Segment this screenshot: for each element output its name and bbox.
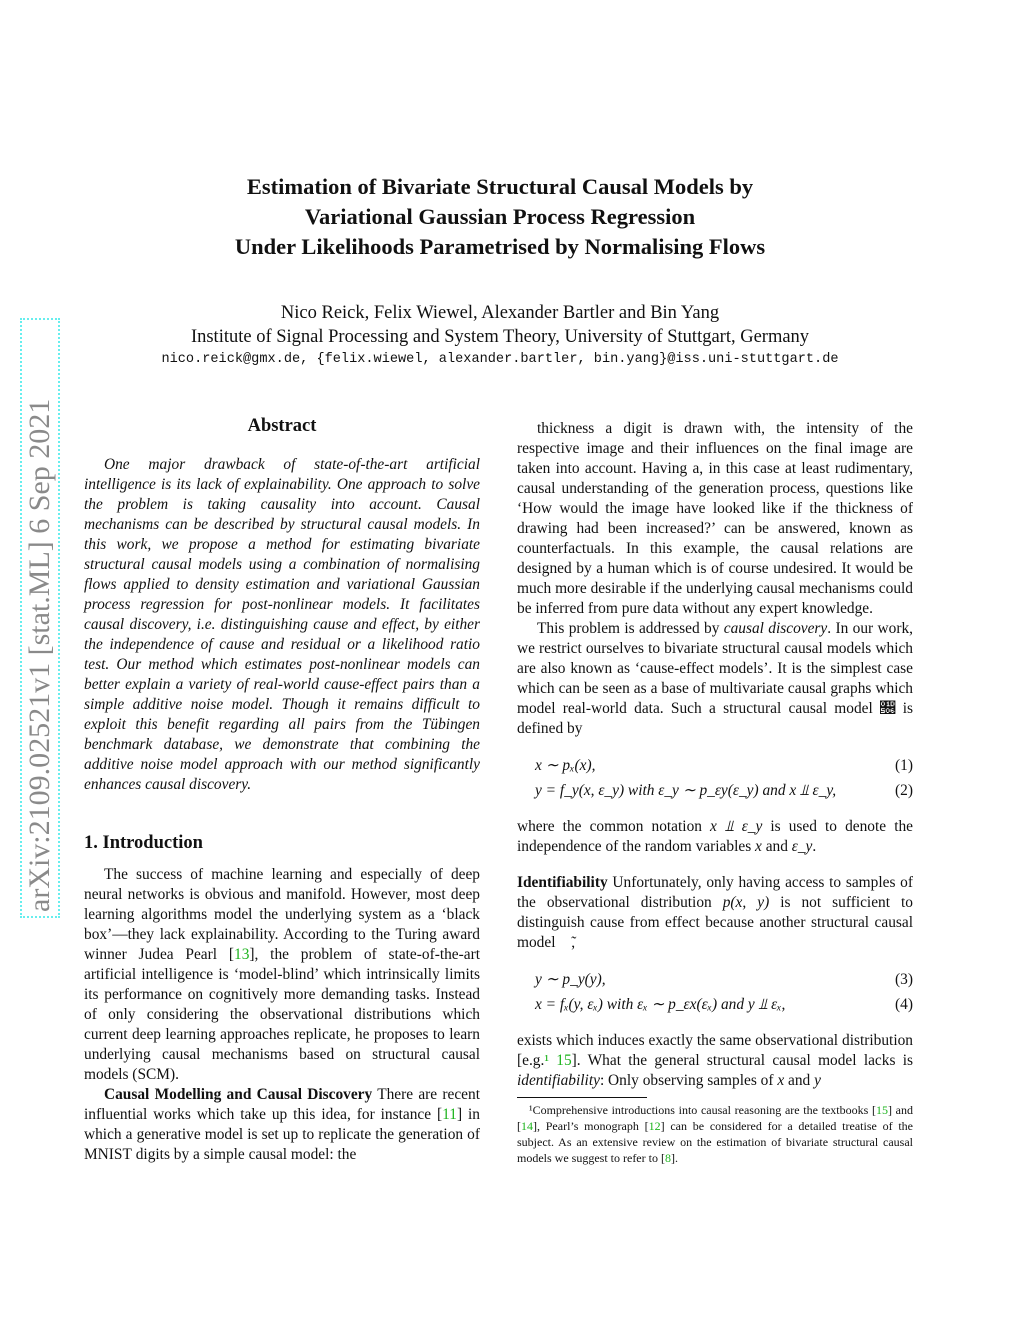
text-run: MNIST xyxy=(84,1146,132,1163)
footnote-1 xyxy=(517,1102,913,1166)
section-heading-introduction: 1. Introduction xyxy=(84,833,203,853)
left-column xyxy=(84,416,480,1165)
equation-number: (2) xyxy=(895,782,913,799)
equation-4 xyxy=(517,992,913,1017)
text-run: where the common notation xyxy=(517,818,711,835)
text-run: . In our work, we restrict ourselves to bivariate structural causal models which are also known as ‘cause-effect models’. It is the simplest case which can be seen as a base of multivariate causal graphs which model real-world data. Such a structural causal model 𝔆 is defined by xyxy=(517,620,913,737)
text-run: ]. xyxy=(670,1151,678,1165)
paragraph xyxy=(517,619,913,739)
citation-link[interactable]: 12 xyxy=(648,1119,661,1133)
text-run: SCM xyxy=(137,1066,170,1083)
title-line: Under Likelihoods Parametrised by Normalising Flows xyxy=(234,234,766,259)
text-run: ). xyxy=(169,1066,179,1083)
text-run: ] can be considered for a detailed treatise of the subject. As an extensive review on the estimation of bivariate structural causal models we suggest to refer to [ xyxy=(517,1119,913,1165)
arxiv-stamp[interactable]: arXiv:2109.02521v1 [stat.ML] 6 Sep 2021 xyxy=(20,318,60,918)
text-run: There are recent influential works which take up this idea, for instance [ xyxy=(84,1086,480,1123)
citation-link[interactable]: 15 xyxy=(556,1052,572,1069)
text-run: ], Pearl’s monograph [ xyxy=(533,1119,649,1133)
citation-link[interactable]: 14 xyxy=(521,1119,533,1133)
text-run: . xyxy=(812,838,817,855)
equation-2 xyxy=(517,778,913,803)
text-run: ¹Comprehensive introductions into causal reasoning are the textbooks [ xyxy=(529,1103,876,1117)
equation-body: y ∼ p_y(y), xyxy=(535,971,606,988)
text-run: causal discovery xyxy=(723,620,828,637)
right-paragraphs-b xyxy=(517,817,913,857)
paragraph xyxy=(517,1031,913,1091)
text-run: thickness a digit is drawn with, the intensity of the respective image and their influences on the final image are taken into account. Having a, in this case at least rudimentary, causal understanding of the generation process, questions like ‘How would the image have looked like if the thickness of drawing had been increased?’ can be answered, known as counterfactuals. In this example, the causal relations are designed by a human which is of course undesired. It would be much more desirable if the underlying causal mechanisms could be inferred from pure data without any expert knowledge. xyxy=(517,420,913,617)
text-run: ] in which a generative model is set up to replicate the generation of xyxy=(84,1106,480,1143)
emails: nico.reick@gmx.de, {felix.wiewel, alexander.bartler, bin.yang}@iss.uni-stuttgart.de xyxy=(161,352,839,367)
text-run: digits by a simple causal model: the xyxy=(131,1146,357,1163)
equation-number: (4) xyxy=(895,996,913,1013)
text-run: Unfortunately, only having access to samples of the observational distribution xyxy=(517,874,913,911)
author-block xyxy=(0,301,1000,349)
text-run: and xyxy=(784,1072,815,1089)
paragraph xyxy=(84,1085,480,1165)
text-run: This problem is addressed by xyxy=(537,620,724,637)
equation-number: (1) xyxy=(895,757,913,774)
affiliation: Institute of Signal Processing and System Theory, University of Stuttgart, Germany xyxy=(190,327,810,347)
text-run: p(x, y) xyxy=(722,894,770,911)
equations-3-4 xyxy=(517,967,913,1017)
equations-1-2 xyxy=(517,753,913,803)
paragraph xyxy=(517,419,913,619)
text-run: is used to denote the independence of the random variables xyxy=(517,818,913,855)
text-run: x ⫫ ε_y xyxy=(710,818,763,835)
text-run: Causal Modelling and Causal Discovery xyxy=(104,1086,373,1103)
intro-paragraphs xyxy=(84,865,480,1165)
citation-link[interactable]: 13 xyxy=(234,946,250,963)
citation-link[interactable]: ¹ xyxy=(544,1052,549,1069)
text-run: : Only observing samples of xyxy=(599,1072,778,1089)
right-paragraphs-d xyxy=(517,1031,913,1091)
equation-3 xyxy=(517,967,913,992)
text-run: ]. What the general structural causal model lacks is xyxy=(571,1052,913,1069)
citation-link[interactable]: 8 xyxy=(664,1151,671,1165)
text-run: ε_y xyxy=(791,838,813,855)
paragraph xyxy=(84,865,480,1085)
right-column xyxy=(517,419,913,1166)
text-run: The success of machine learning and especially of deep neural networks is obvious and manifold. However, most deep learning algorithms model the underlying system as a ‘black box’—they lack explainability. According to the Turing award winner Judea Pearl [ xyxy=(84,866,480,963)
text-run: exists which induces exactly the same observational distribution [e.g. xyxy=(517,1032,913,1069)
text-run: ], the problem of state-of-the-art artificial intelligence is ‘model-blind’ which intrinsically limits its performance on cognitively more demanding tasks. Instead of only considering the observational distributions which current deep learning approaches replicate, he proposes to learn underlying causal mechanisms based on structural causal models ( xyxy=(84,946,480,1083)
equation-body: x = fₓ(y, εₓ) with εₓ ∼ p_εx(εₓ) and y ⫫ εₓ, xyxy=(535,996,786,1013)
authors: Nico Reick, Felix Wiewel, Alexander Bartler and Bin Yang xyxy=(280,303,720,323)
text-run: Identifiability xyxy=(517,874,608,891)
paragraph xyxy=(517,817,913,857)
equation-number: (3) xyxy=(895,971,913,988)
text-run: is not sufficient to distinguish cause from effect because another structural causal model 𝔆̃, xyxy=(517,894,913,951)
text-run: identifiability xyxy=(517,1072,600,1089)
equation-1 xyxy=(517,753,913,778)
identifiability-paragraph xyxy=(517,873,913,953)
text-run: y xyxy=(814,1072,821,1089)
citation-link[interactable]: 11 xyxy=(442,1106,457,1123)
footnote-rule xyxy=(517,1097,647,1098)
title-line: Estimation of Bivariate Structural Causal Models by xyxy=(246,174,754,199)
citation-link[interactable]: 15 xyxy=(876,1103,888,1117)
equation-body: y = f_y(x, ε_y) with ε_y ∼ p_εy(ε_y) and x ⫫ ε_y, xyxy=(535,782,837,799)
paper-title xyxy=(0,172,1000,262)
right-paragraphs-a xyxy=(517,419,913,739)
text-run: x xyxy=(755,838,762,855)
paragraph xyxy=(517,873,913,953)
abstract-heading: Abstract xyxy=(247,416,317,436)
text-run: ] and [ xyxy=(517,1103,914,1133)
equation-body: x ∼ pₓ(x), xyxy=(535,757,596,774)
abstract-text: One major drawback of state-of-the-art artificial intelligence is its lack of explainability. One approach to solve the problem is taking causality into account. Causal mechanisms can be described by structural causal models. In this work, we propose a method for estimating bivariate structural causal models using a combination of normalising flows applied to density estimation and variational Gaussian process regression for post-nonlinear models. It facilitates causal discovery, i.e. distinguishing cause and effect, by either the independence of cause and residual or a likelihood ratio test. Our method which estimates post-nonlinear models can better explain a variety of real-world cause-effect pairs than a simple additive noise model. Though it remains difficult to exploit this benefit regarding all pairs from the Tübingen benchmark database, we demonstrate that combining the additive noise model approach with our method significantly enhances causal discovery. xyxy=(84,456,480,793)
title-line: Variational Gaussian Process Regression xyxy=(304,204,696,229)
text-run: and xyxy=(761,838,792,855)
text-run: x xyxy=(777,1072,785,1089)
